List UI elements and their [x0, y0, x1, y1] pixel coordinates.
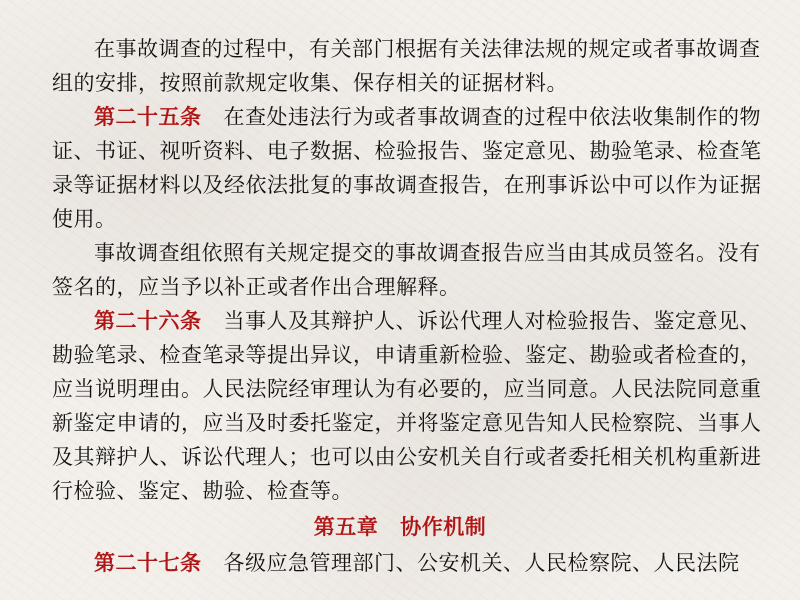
- article-number-label: 第二十五条: [94, 105, 202, 129]
- paragraph-text: 在查处违法行为或者事故调查的过程中依法收集制作的物证、书证、视听资料、电子数据、检验报告、鉴定意见、勘验笔录、检查笔录等证据材料以及经依法批复的事故调查报告，在刑事诉讼中可以作为证据使用。: [52, 105, 762, 231]
- chapter-heading: [0, 510, 800, 544]
- paragraph-text: 各级应急管理部门、公安机关、人民检察院、人民法院: [223, 551, 740, 575]
- paragraph-signature-requirement: [52, 236, 772, 304]
- chapter-title: 协作机制: [400, 515, 487, 539]
- paragraph-text: 事故调查组依照有关规定提交的事故调查报告应当由其成员签名。没有签名的，应当予以补正或者作出合理解释。: [52, 241, 761, 299]
- article-number-label: 第二十六条: [94, 309, 202, 333]
- paragraph-article-26: [52, 304, 772, 508]
- article-number-label: 第二十七条: [94, 551, 202, 575]
- paragraph-evidence-collection: [52, 32, 772, 100]
- paragraph-text: 当事人及其辩护人、诉讼代理人对检验报告、鉴定意见、勘验笔录、检查笔录等提出异议，申请重新检验、鉴定、勘验或者检查的，应当说明理由。人民法院经审理认为有必要的，应当同意。人民法院同意重新鉴定申请的，应当及时委托鉴定，并将鉴定意见告知人民检察院、当事人及其辩护人、诉讼代理人；也可以由公安机关自行或者委托相关机构重新进行检验、鉴定、勘验、检查等。: [52, 309, 762, 503]
- paragraph-text: 在事故调查的过程中，有关部门根据有关法律法规的规定或者事故调查组的安排，按照前款规定收集、保存相关的证据材料。: [52, 37, 761, 95]
- paragraph-article-27: [52, 546, 772, 580]
- chapter-number: 第五章: [313, 515, 379, 539]
- paragraph-article-25: [52, 100, 772, 236]
